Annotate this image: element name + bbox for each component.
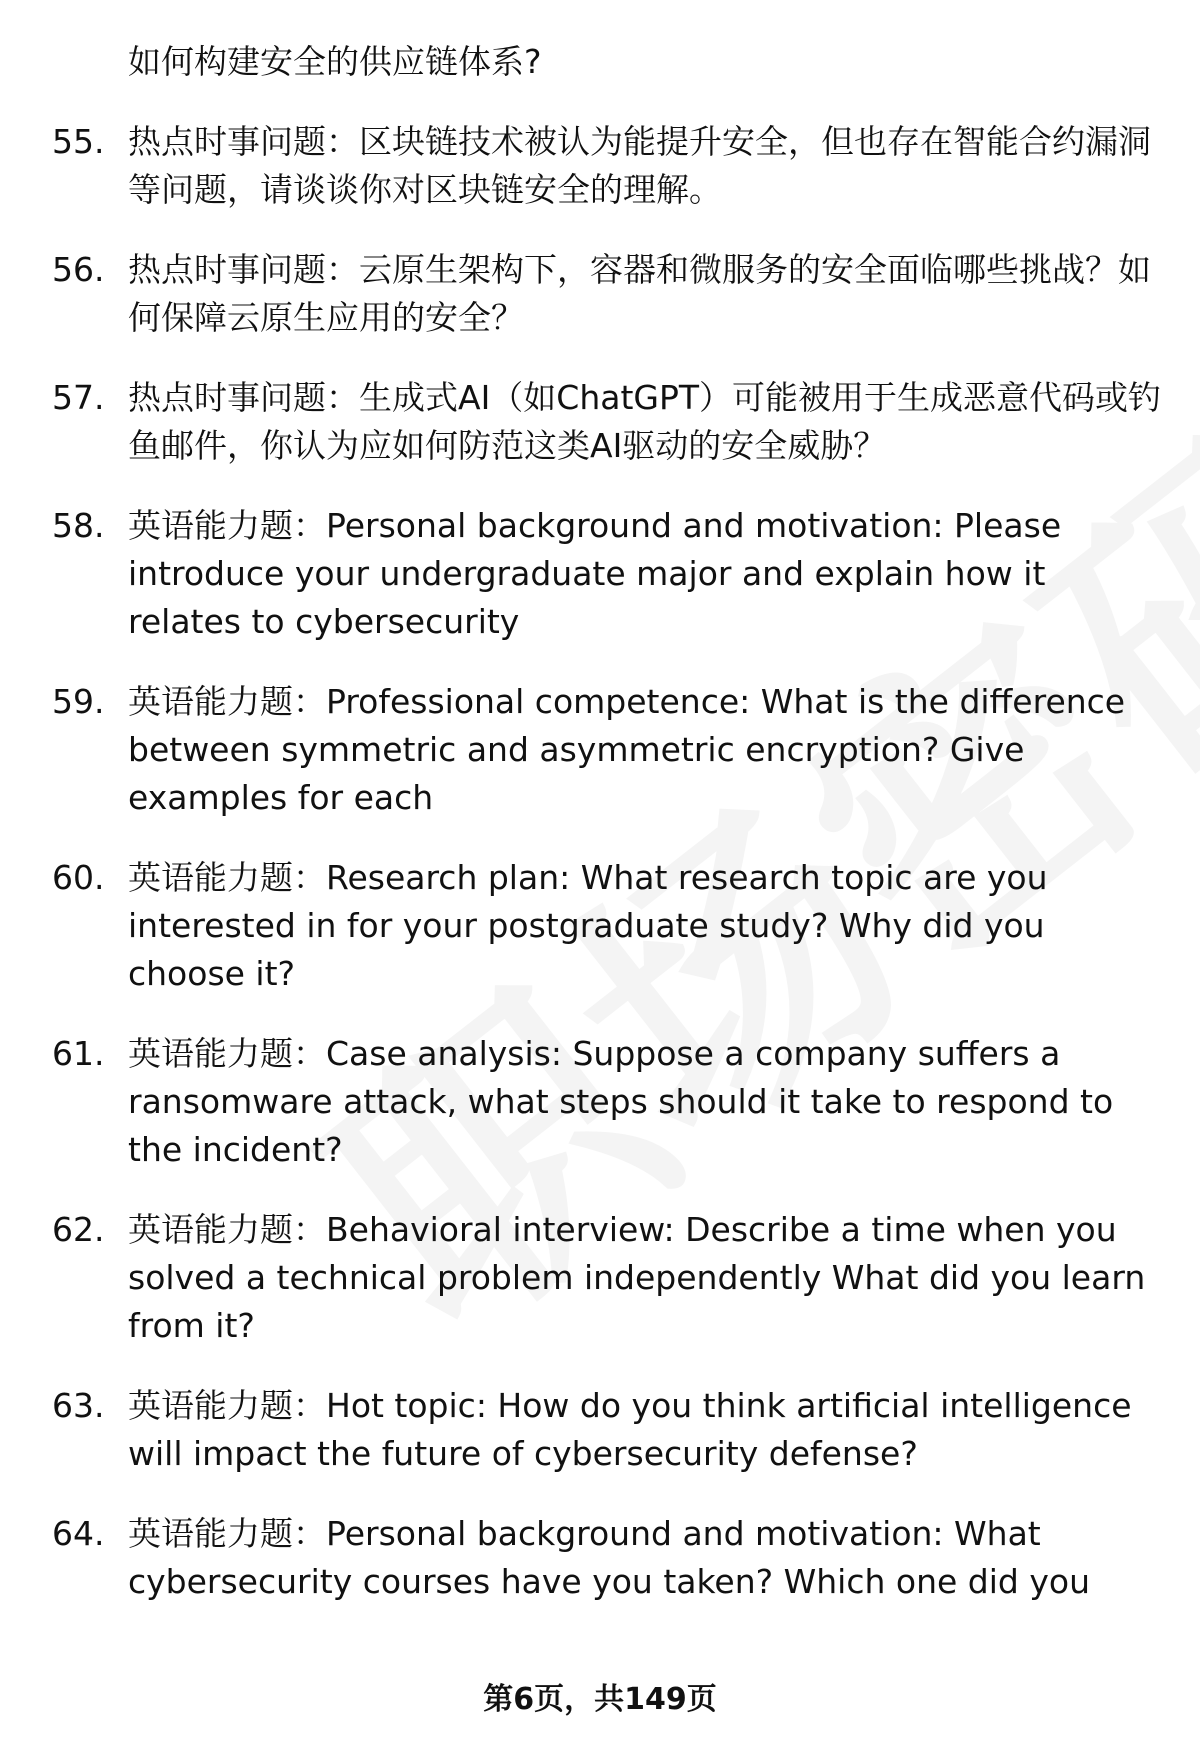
question-text: 英语能力题：Research plan: What research topic are you interested in for your postgraduate study? Why did you choose it?	[128, 858, 1048, 993]
question-text: 英语能力题：Personal background and motivation: What cybersecurity courses have you taken? Which one did you	[128, 1514, 1090, 1601]
question-number: 59.	[52, 682, 105, 721]
question-number: 61.	[52, 1034, 105, 1073]
question-list	[0, 38, 1200, 1638]
question-number: 55.	[52, 122, 105, 161]
list-item	[0, 1382, 1200, 1478]
list-item	[0, 854, 1200, 998]
question-text: 英语能力题：Hot topic: How do you think artificial intelligence will impact the future of cybersecurity defense?	[128, 1386, 1132, 1473]
list-item	[0, 502, 1200, 646]
continued-question-text: 如何构建安全的供应链体系?	[128, 42, 542, 81]
question-number: 62.	[52, 1210, 105, 1249]
list-item	[0, 1206, 1200, 1350]
question-text: 热点时事问题：区块链技术被认为能提升安全，但也存在智能合约漏洞等问题，请谈谈你对区块链安全的理解。	[128, 122, 1151, 209]
question-number: 58.	[52, 506, 105, 545]
question-text: 英语能力题：Behavioral interview: Describe a time when you solved a technical problem independently What did you learn from it?	[128, 1210, 1146, 1345]
question-text: 英语能力题：Case analysis: Suppose a company suffers a ransomware attack, what steps should it take to respond to the incident?	[128, 1034, 1114, 1169]
question-number: 56.	[52, 250, 105, 289]
question-number: 60.	[52, 858, 105, 897]
question-text: 热点时事问题：云原生架构下，容器和微服务的安全面临哪些挑战？如何保障云原生应用的安全？	[128, 250, 1151, 337]
list-item	[0, 1510, 1200, 1606]
list-item	[0, 374, 1200, 470]
list-item	[0, 246, 1200, 342]
question-text: 英语能力题：Personal background and motivation: Please introduce your undergraduate major and explain how it relates to cybersecurity	[128, 506, 1062, 641]
question-text: 英语能力题：Professional competence: What is the difference between symmetric and asymmetric encryption? Give examples for each	[128, 682, 1126, 817]
question-number: 57.	[52, 378, 105, 417]
list-item	[0, 118, 1200, 214]
question-text: 热点时事问题：生成式AI（如ChatGPT）可能被用于生成恶意代码或钓鱼邮件，你认为应如何防范这类AI驱动的安全威胁？	[128, 378, 1162, 465]
question-number: 64.	[52, 1514, 105, 1553]
page-number-footer: 第6页，共149页	[483, 1682, 717, 1717]
list-item	[0, 678, 1200, 822]
list-item	[0, 1030, 1200, 1174]
question-number: 63.	[52, 1386, 105, 1425]
